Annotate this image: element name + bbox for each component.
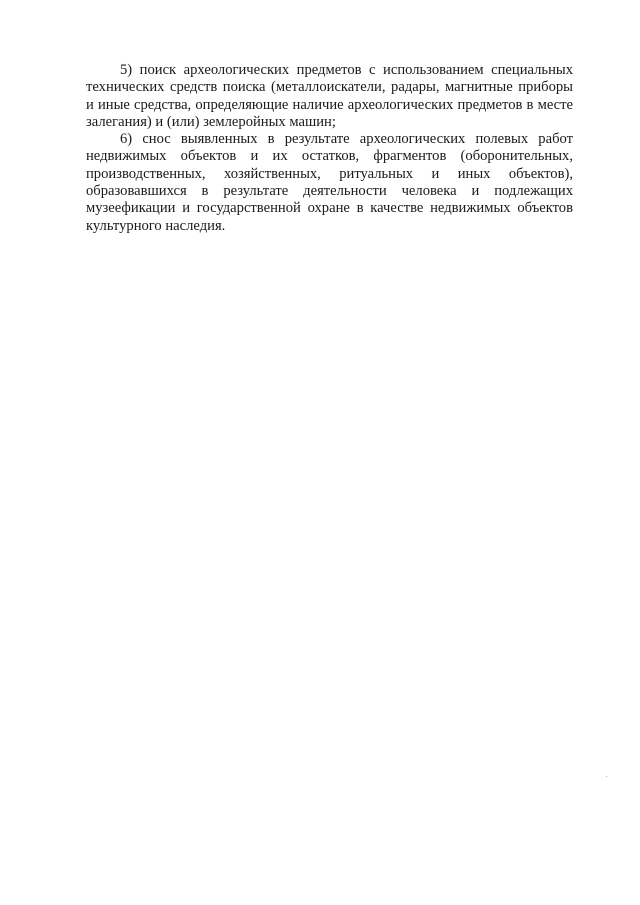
scan-speck	[606, 776, 607, 777]
paragraph-item-6: 6) снос выявленных в результате археологических полевых работ недвижимых объектов и их остатков, фрагментов (оборонительных, производственных, хозяйственных, ритуальных и иных объектов), образовавшихся в результате деятельности человека и подлежащих музеефикации и государственной охране в качестве недвижимых объектов культурного наследия.	[86, 131, 573, 234]
document-body	[86, 62, 573, 235]
paragraph-item-5: 5) поиск археологических предметов с использованием специальных технических средств поиска (металлоискатели, радары, магнитные приборы и иные средства, определяющие наличие археологических предметов в месте залегания) и (или) землеройных машин;	[86, 62, 573, 130]
